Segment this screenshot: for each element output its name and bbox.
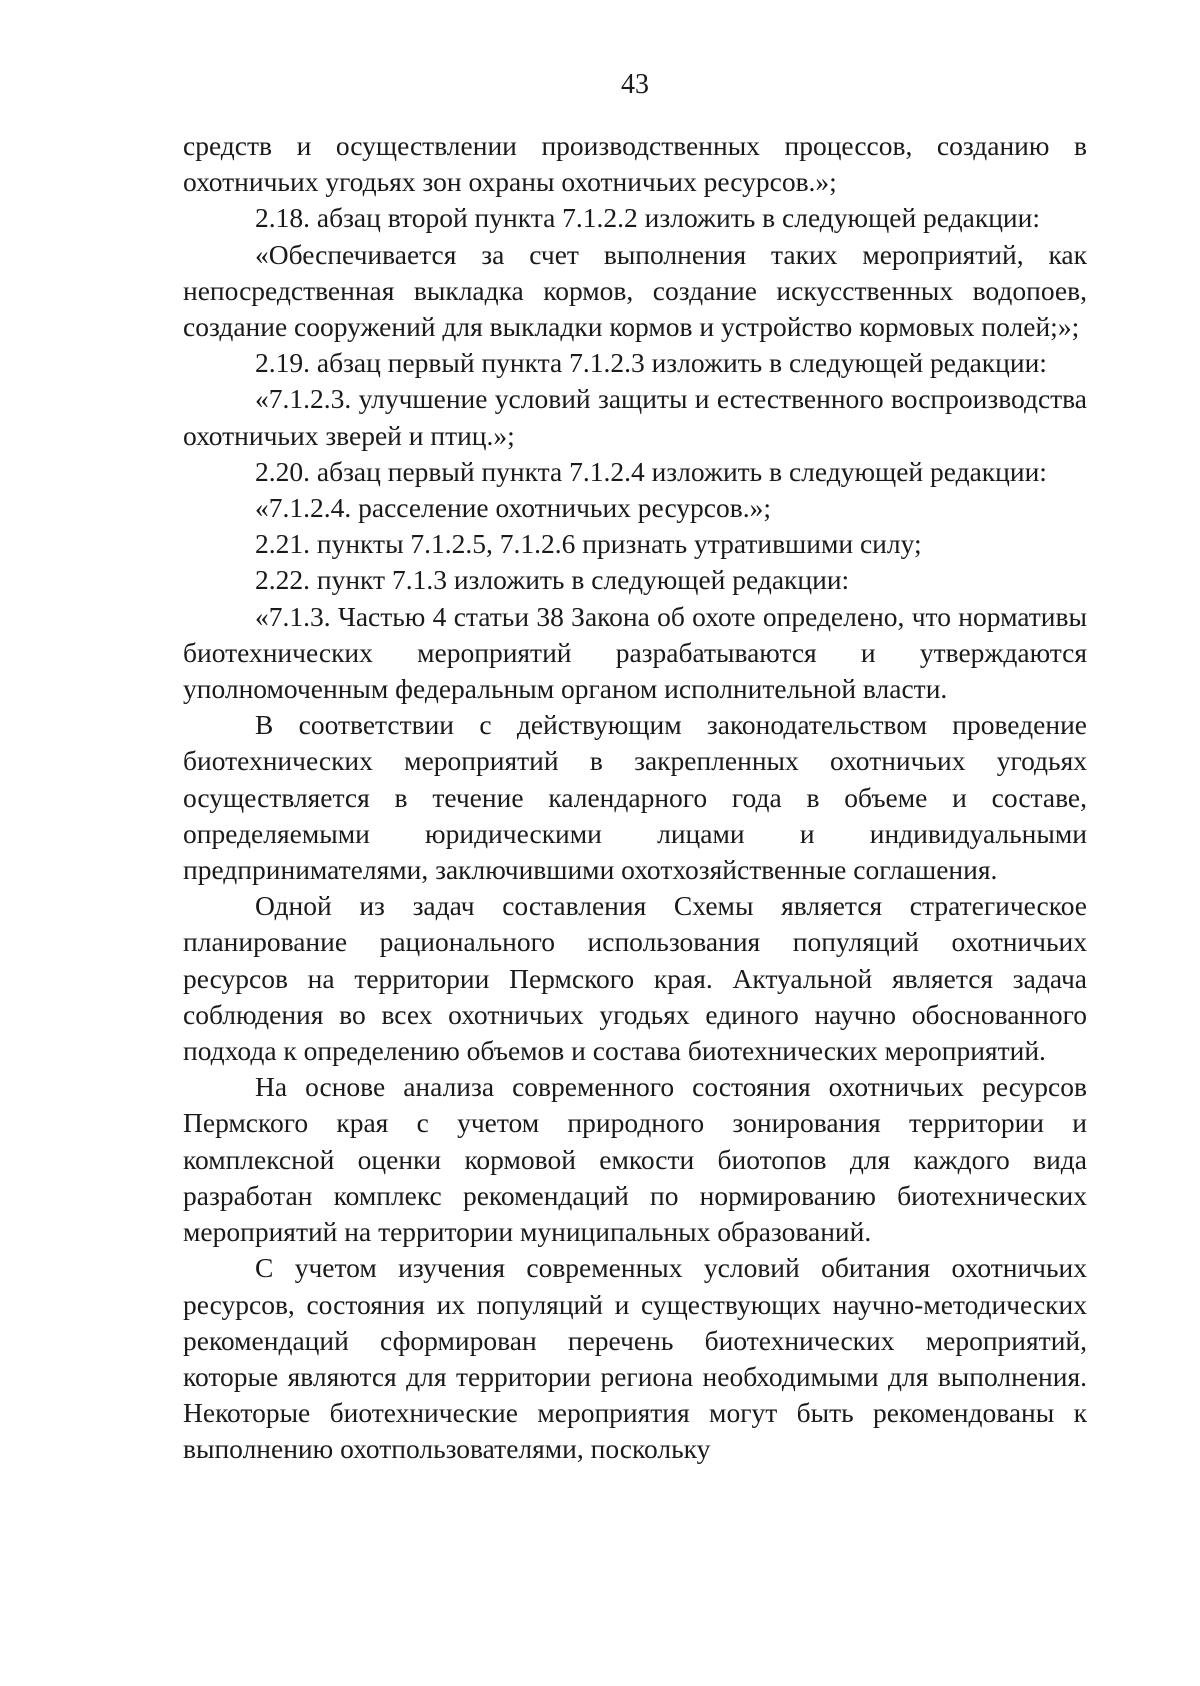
- paragraph: 2.21. пункты 7.1.2.5, 7.1.2.6 признать утратившими силу;: [255, 528, 922, 560]
- paragraph: «Обеспечивается за счет выполнения таких мероприятий, как непосредственная выкладка кормов, создание искусственных водопоев, создание сооружений для выкладки кормов и устройство кормовых полей;»;: [183, 238, 1087, 343]
- paragraph: С учетом изучения современных условий обитания охотничьих ресурсов, состояния их популяций и существующих научно-методических рекомендаций сформирован перечень биотехнических мероприятий, которые являются для территории региона необходимыми для выполнения. Некоторые биотехнические мероприятия могут быть рекомендованы к выполнению охотпользователями, поскольку: [183, 1252, 1087, 1465]
- paragraph: 2.20. абзац первый пункта 7.1.2.4 изложить в следующей редакции:: [255, 455, 1047, 487]
- paragraph: 2.19. абзац первый пункта 7.1.2.3 изложить в следующей редакции:: [255, 347, 1047, 379]
- paragraph: «7.1.2.4. расселение охотничьих ресурсов.»;: [255, 492, 771, 524]
- paragraph: средств и осуществлении производственных процессов, созданию в охотничьих угодьях зон охраны охотничьих ресурсов.»;: [183, 130, 1087, 198]
- page-number: 43: [621, 69, 649, 100]
- paragraph: 2.22. пункт 7.1.3 изложить в следующей редакции:: [255, 564, 850, 596]
- paragraph: «7.1.2.3. улучшение условий защиты и естественного воспроизводства охотничьих зверей и птиц.»;: [183, 383, 1087, 451]
- document-body: [183, 128, 1087, 1468]
- paragraph: На основе анализа современного состояния охотничьих ресурсов Пермского края с учетом природного зонирования территории и комплексной оценки кормовой емкости биотопов для каждого вида разработан комплекс рекомендаций по нормированию биотехнических мероприятий на территории муниципальных образований.: [183, 1071, 1087, 1248]
- paragraph: 2.18. абзац второй пункта 7.1.2.2 изложить в следующей редакции:: [255, 202, 1040, 234]
- paragraph: В соответствии с действующим законодательством проведение биотехнических мероприятий в закрепленных охотничьих угодьях осуществляется в течение календарного года в объеме и составе, определяемыми юридическими лицами и индивидуальными предпринимателями, заключившими охотхозяйственные соглашения.: [183, 709, 1087, 886]
- paragraph: Одной из задач составления Схемы является стратегическое планирование рационального использования популяций охотничьих ресурсов на территории Пермского края. Актуальной является задача соблюдения во всех охотничьих угодьях единого научно обоснованного подхода к определению объемов и состава биотехнических мероприятий.: [183, 890, 1087, 1067]
- paragraph: «7.1.3. Частью 4 статьи 38 Закона об охоте определено, что нормативы биотехнических мероприятий разрабатываются и утверждаются уполномоченным федеральным органом исполнительной власти.: [183, 600, 1087, 705]
